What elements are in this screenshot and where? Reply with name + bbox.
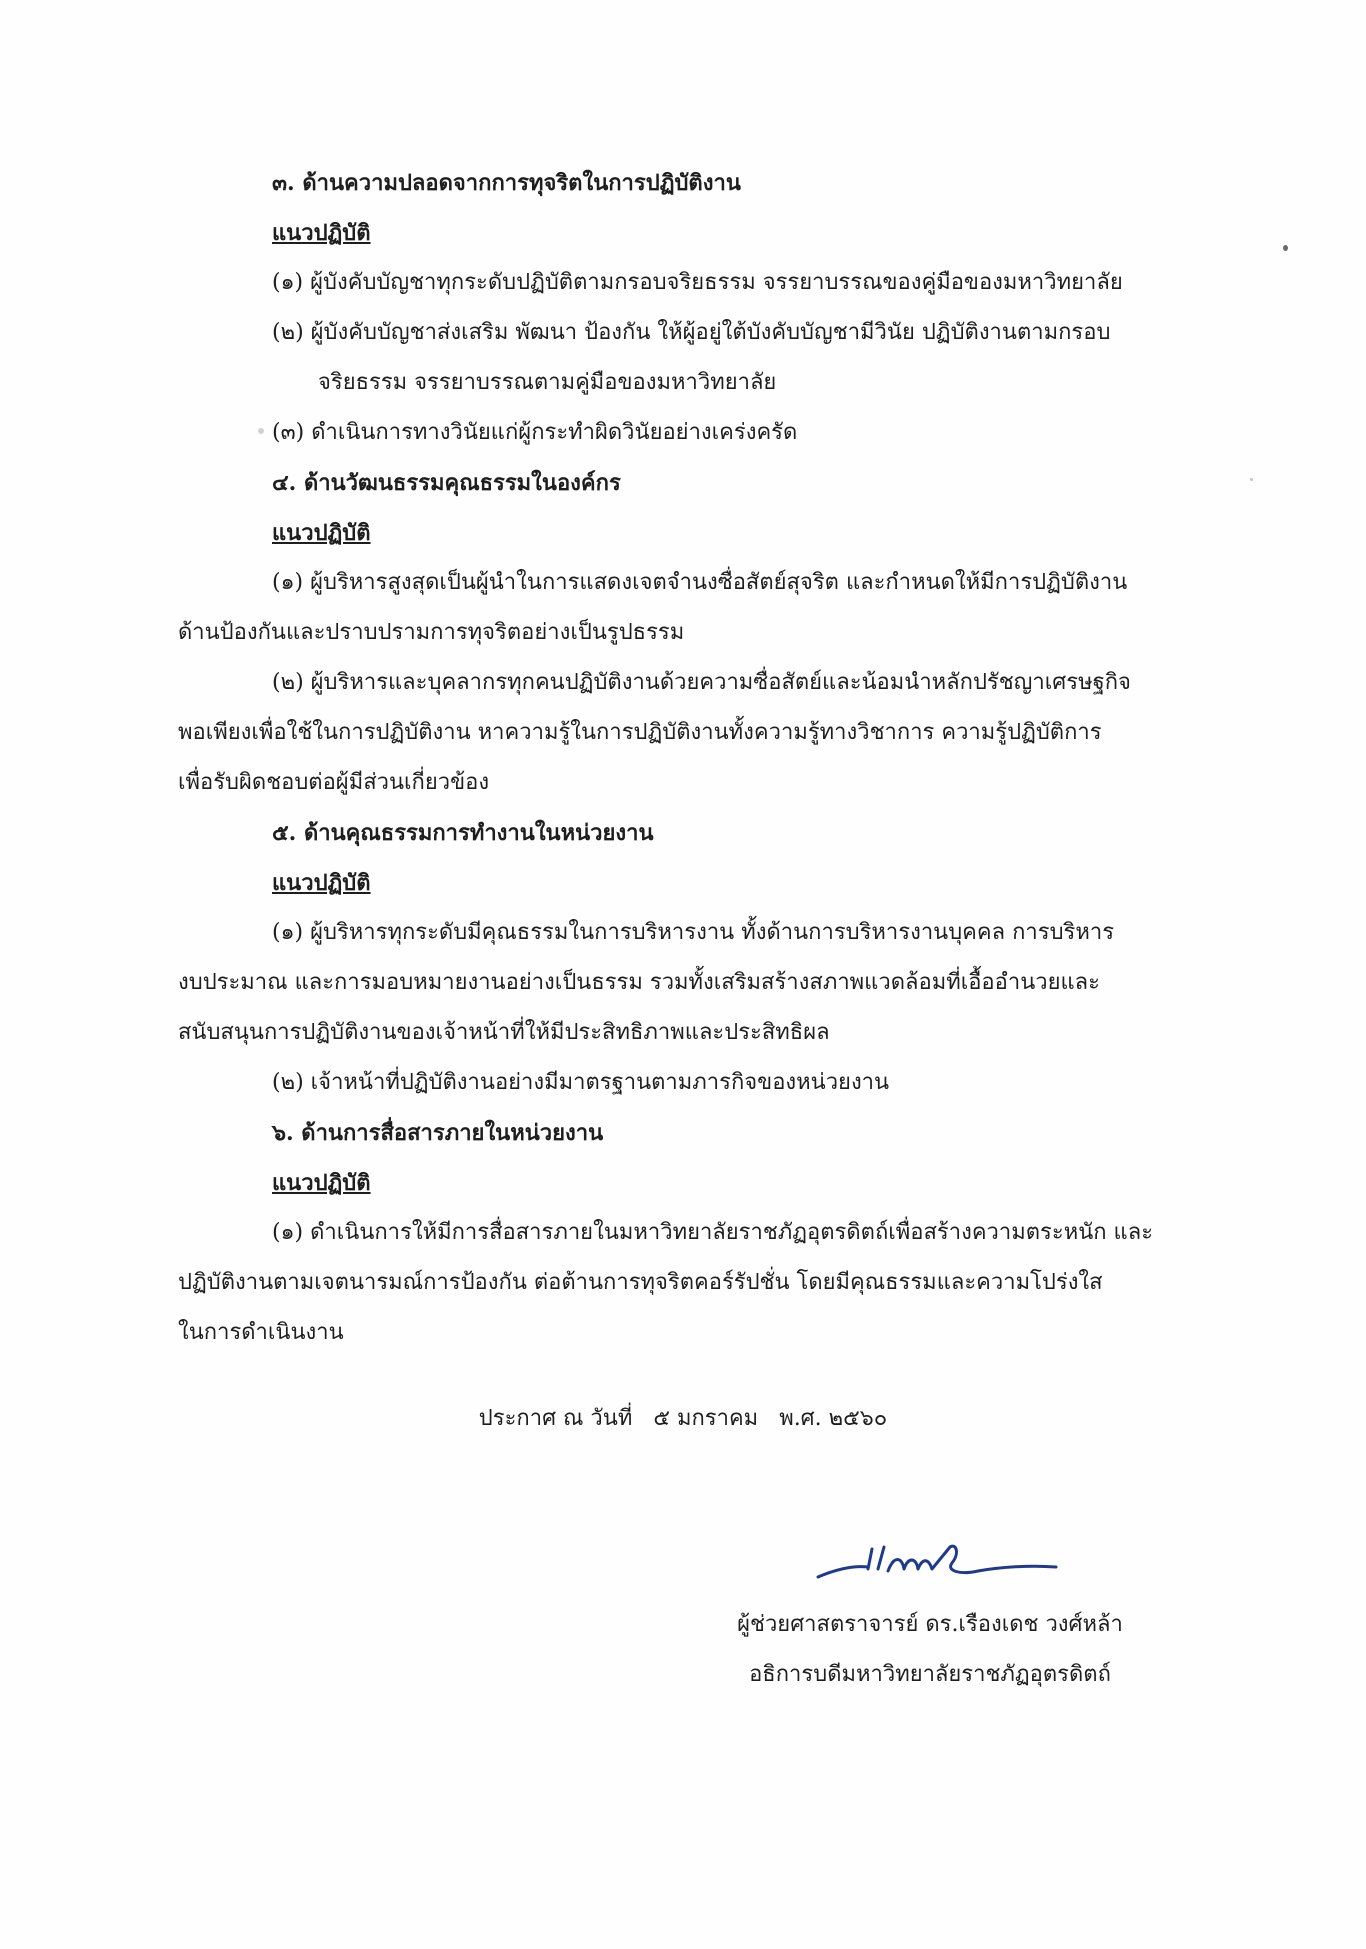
section-heading: ๕. ด้านคุณธรรมการทำงานในหน่วยงาน xyxy=(272,820,654,846)
paragraph-line: เพื่อรับผิดชอบต่อผู้มีส่วนเกี่ยวข้อง xyxy=(178,770,490,795)
paragraph-line: ในการดำเนินงาน xyxy=(178,1320,344,1345)
announcement-date-line xyxy=(0,1400,1366,1435)
document-body xyxy=(178,158,1218,1358)
guideline-label: แนวปฏิบัติ xyxy=(272,220,371,246)
signer-position: อธิการบดีมหาวิทยาลัยราชภัฏอุตรดิตถ์ xyxy=(749,1662,1111,1687)
paragraph-line: (๑) ผู้บริหารสูงสุดเป็นผู้นำในการแสดงเจตจำนงซื่อสัตย์สุจริต และกำหนดให้มีการปฏิบัติงาน xyxy=(272,570,1128,595)
paragraph-line: (๒) ผู้บริหารและบุคลากรทุกคนปฏิบัติงานด้วยความซื่อสัตย์และน้อมนำหลักปรัชญาเศรษฐกิจ xyxy=(272,670,1131,695)
announcement-year: พ.ศ. ๒๕๖๐ xyxy=(779,1406,888,1431)
announcement-day: ๕ มกราคม xyxy=(653,1406,759,1431)
list-item: (๓) ดำเนินการทางวินัยแก่ผู้กระทำผิดวินัยอย่างเคร่งครัด xyxy=(272,420,798,445)
section-heading: ๔. ด้านวัฒนธรรมคุณธรรมในองค์กร xyxy=(272,470,621,496)
paragraph-line: พอเพียงเพื่อใช้ในการปฏิบัติงาน หาความรู้ในการปฏิบัติงานทั้งความรู้ทางวิชาการ ความรู้ปฏิบัติการ xyxy=(178,720,1102,745)
list-item-continuation: จริยธรรม จรรยาบรรณตามคู่มือของมหาวิทยาลัย xyxy=(318,370,777,395)
guideline-label: แนวปฏิบัติ xyxy=(272,520,371,546)
section-heading: ๖. ด้านการสื่อสารภายในหน่วยงาน xyxy=(272,1120,604,1146)
paragraph-line: (๑) ผู้บริหารทุกระดับมีคุณธรรมในการบริหารงาน ทั้งด้านการบริหารงานบุคคล การบริหาร xyxy=(272,920,1115,945)
signer-name: ผู้ช่วยศาสตราจารย์ ดร.เรืองเดช วงศ์หล้า xyxy=(737,1612,1123,1637)
section-heading: ๓. ด้านความปลอดจากการทุจริตในการปฏิบัติงาน xyxy=(272,170,741,196)
scan-speck xyxy=(258,428,264,434)
list-item: (๑) ผู้บังคับบัญชาทุกระดับปฏิบัติตามกรอบจริยธรรม จรรยาบรรณของคู่มือของมหาวิทยาลัย xyxy=(272,270,1123,295)
paragraph-line: สนับสนุนการปฏิบัติงานของเจ้าหน้าที่ให้มีประสิทธิภาพและประสิทธิผล xyxy=(178,1020,830,1045)
list-item: (๒) ผู้บังคับบัญชาส่งเสริม พัฒนา ป้องกัน ให้ผู้อยู่ใต้บังคับบัญชามีวินัย ปฏิบัติงานตามกรอบ xyxy=(272,320,1111,345)
guideline-label: แนวปฏิบัติ xyxy=(272,870,371,896)
paragraph-line: (๒) เจ้าหน้าที่ปฏิบัติงานอย่างมีมาตรฐานตามภารกิจของหน่วยงาน xyxy=(272,1070,890,1095)
paragraph-line: ปฏิบัติงานตามเจตนารมณ์การป้องกัน ต่อต้านการทุจริตคอร์รัปชั่น โดยมีคุณธรรมและความโปร่งใส xyxy=(178,1270,1103,1295)
handwritten-signature xyxy=(810,1535,1060,1595)
paragraph-line: ด้านป้องกันและปราบปรามการทุจริตอย่างเป็นรูปธรรม xyxy=(178,620,685,645)
guideline-label: แนวปฏิบัติ xyxy=(272,1170,371,1196)
paragraph-line: (๑) ดำเนินการให้มีการสื่อสารภายในมหาวิทยาลัยราชภัฏอุตรดิตถ์เพื่อสร้างความตระหนัก และ xyxy=(272,1220,1154,1245)
scan-speck xyxy=(1283,245,1288,251)
announcement-prefix: ประกาศ ณ วันที่ xyxy=(478,1406,633,1431)
scan-speck xyxy=(1250,478,1253,481)
paragraph-line: งบประมาณ และการมอบหมายงานอย่างเป็นธรรม รวมทั้งเสริมสร้างสภาพแวดล้อมที่เอื้ออำนวยและ xyxy=(178,970,1100,995)
